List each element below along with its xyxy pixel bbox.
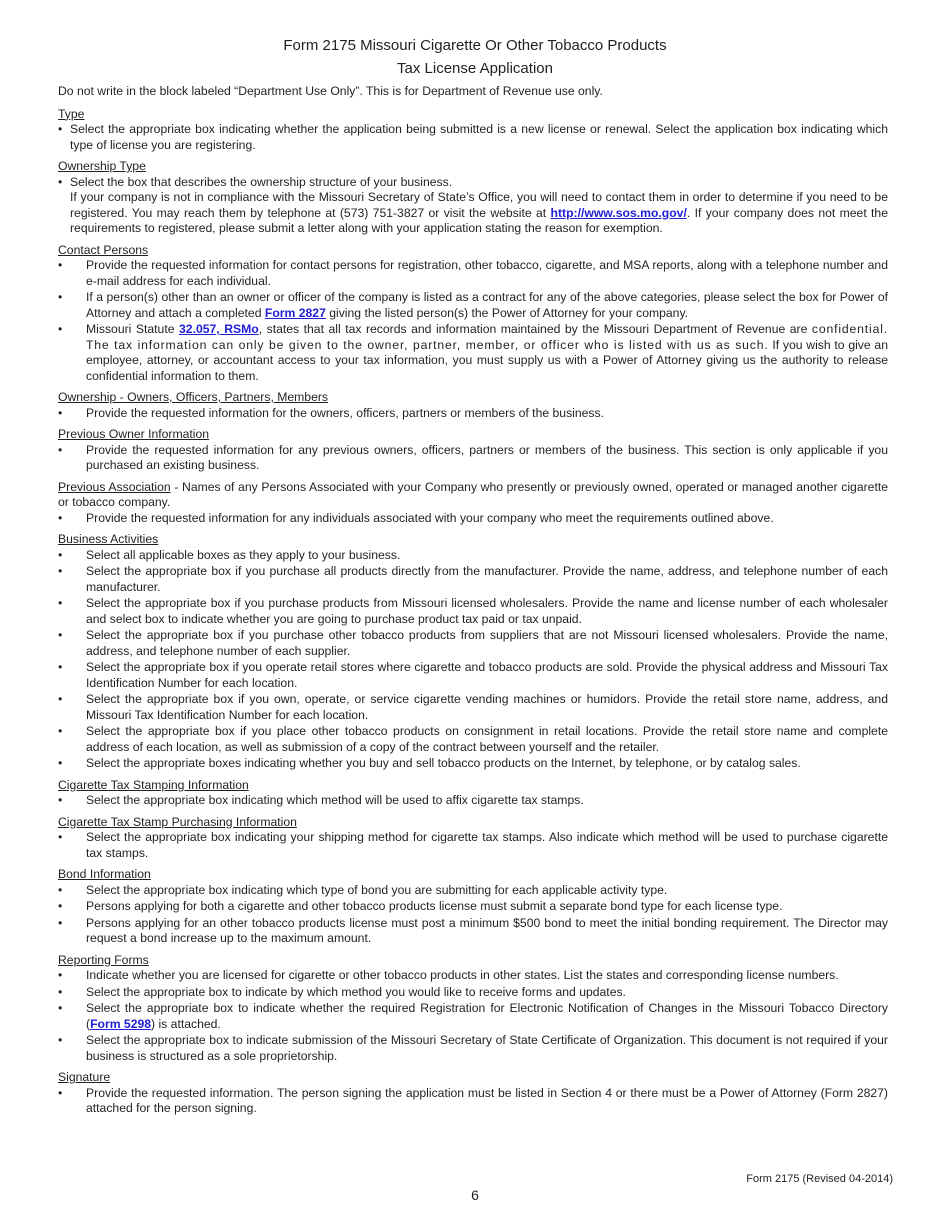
section-contact-persons: [58, 243, 888, 385]
list-item: • Select the appropriate box if you purchase all products directly from the manufacturer. Provide the name, address, and telephone number of each manufacturer.: [58, 564, 888, 595]
document-title: [0, 35, 950, 80]
section-stamp-purchasing: [58, 815, 888, 862]
section-heading: Cigarette Tax Stamping Information: [58, 777, 249, 792]
section-heading: Contact Persons: [58, 242, 149, 257]
list-item: • Select the appropriate boxes indicating whether you buy and sell tobacco products on the Internet, by telephone, or by catalog sales.: [58, 756, 888, 772]
note-text: . If your company does not meet the requirements to registered, please submit a letter along with your application stating the reason for exemption.: [70, 205, 888, 235]
note-text: If your company is not in compliance with the Missouri Secretary of State’s Office, you will need to contact them in order to determine if you need to be registered. You may reach them by telephone at (573) 751-3827 or visit the website at: [70, 190, 888, 220]
ownership-type-note: [58, 190, 888, 237]
section-business-activities: [58, 532, 888, 772]
list-item: • Select the box that describes the ownership structure of your business.: [58, 175, 888, 191]
section-previous-owner: [58, 427, 888, 474]
heading-label: Previous Association: [58, 479, 171, 494]
list-item: • Persons applying for both a cigarette and other tobacco products license must submit a separate bond type for each license type.: [58, 899, 888, 915]
list-item: • Select the appropriate box to indicate by which method you would like to receive forms and updates.: [58, 985, 888, 1001]
list-item: • Provide the requested information for any individuals associated with your company who meet the requirements outlined above.: [58, 511, 888, 527]
title-line-1: Form 2175 Missouri Cigarette Or Other Tobacco Products: [283, 37, 667, 54]
section-signature: [58, 1070, 888, 1117]
section-heading: Previous Owner Information: [58, 427, 210, 441]
list-item: [58, 290, 888, 321]
item-text: giving the listed person(s) the Power of Attorney for your company.: [325, 305, 689, 320]
item-text: If you wish to give an employee, attorney, or accountant access to your tax information, you must supply us with a Power of Attorney giving us the authority to release confidential information to them.: [86, 337, 888, 383]
item-text: ) is attached.: [151, 1016, 221, 1031]
item-text: If a person(s) other than an owner or officer of the company is listed as a contract for any of the above categories, please select the box for Power of Attorney and attach a completed: [86, 290, 888, 320]
section-previous-association: [58, 480, 888, 527]
list-item: • Select the appropriate box indicating your shipping method for cigarette tax stamps. Also indicate which method will be used to purchase cigarette tax stamps.: [58, 830, 888, 861]
list-item: • Indicate whether you are licensed for cigarette or other tobacco products in other states. List the states and corresponding license numbers.: [58, 968, 888, 984]
list-item: • Select the appropriate box indicating whether the application being submitted is a new license or renewal. Select the application box indicating which type of license you are registering.: [58, 122, 888, 153]
section-heading: Cigarette Tax Stamp Purchasing Information: [58, 814, 297, 829]
section-bond: [58, 867, 888, 947]
item-text: confidential. The tax information can only be given to the owner, partner, member, or officer who is listed with us as such.: [86, 322, 888, 352]
form-5298-link[interactable]: Form 5298: [90, 1016, 152, 1031]
section-ownership: [58, 390, 888, 421]
list-item: • Provide the requested information for contact persons for registration, other tobacco, cigarette, and MSA reports, along with a telephone number and e-mail address for each individual.: [58, 258, 888, 289]
section-stamping: [58, 778, 888, 809]
section-heading: Business Activities: [58, 532, 159, 546]
section-heading: Ownership - Owners, Officers, Partners, Members: [58, 390, 329, 404]
item-text: Select the appropriate box to indicate whether the required Registration for Electronic Notification of Changes in the Missouri Tobacco Directory (: [86, 1001, 888, 1031]
section-heading: Signature: [58, 1070, 111, 1084]
list-item: • Select the appropriate box if you place other tobacco products on consignment in retail locations. Provide the retail store name and complete address of each location, as well as submission of a copy of the contract between yourself and the retailer.: [58, 724, 888, 755]
page-number: 6: [471, 1187, 479, 1203]
list-item: • Provide the requested information. The person signing the application must be listed in Section 4 or there must be a Power of Attorney (Form 2827) attached for the person signing.: [58, 1086, 888, 1117]
section-heading: [58, 480, 888, 511]
list-item: • Persons applying for an other tobacco products license must post a minimum $500 bond to meet the initial bonding requirement. The Director may request a bond increase up to the maximum amount.: [58, 916, 888, 947]
list-item: • Select the appropriate box to indicate submission of the Missouri Secretary of State Certificate of Organization. This document is not required if your business is structured as a sole proprietorship.: [58, 1033, 888, 1064]
list-item: • Provide the requested information for the owners, officers, partners or members of the business.: [58, 406, 888, 422]
list-item: [58, 322, 888, 384]
form-2827-link[interactable]: Form 2827: [264, 305, 326, 320]
section-reporting-forms: [58, 953, 888, 1065]
heading-text: - Names of any Persons Associated with your Company who presently or previously owned, operated or managed another cigarette or tobacco company.: [58, 479, 888, 509]
list-item: • Select the appropriate box indicating which method will be used to affix cigarette tax stamps.: [58, 793, 888, 809]
list-item: • Select the appropriate box if you purchase other tobacco products from suppliers that are not Missouri licensed wholesalers. Provide the name, address, and telephone number of each supplier.: [58, 628, 888, 659]
section-heading: Ownership Type: [58, 159, 146, 173]
list-item: • Select the appropriate box if you own, operate, or service cigarette vending machines or humidors. Provide the retail store name, address, and Missouri Tax Identification Number for each location.: [58, 692, 888, 723]
section-heading: Bond Information: [58, 867, 151, 881]
list-item: • Select the appropriate box if you operate retail stores where cigarette and tobacco products are sold. Provide the physical address and Missouri Tax Identification Number for each location.: [58, 660, 888, 691]
item-text: Missouri Statute: [86, 322, 180, 336]
section-heading: Reporting Forms: [58, 952, 149, 967]
sos-website-link[interactable]: http://www.sos.mo.gov/: [550, 205, 687, 220]
list-item: • Select the appropriate box indicating which type of bond you are submitting for each applicable activity type.: [58, 883, 888, 899]
section-ownership-type: [58, 159, 888, 237]
list-item: • Select the appropriate box if you purchase products from Missouri licensed wholesalers. Provide the name and license number of each wholesaler and select box to indicate whether you are going to purchase product tax paid or tax unpaid.: [58, 596, 888, 627]
statute-link[interactable]: 32.057, RSMo: [179, 322, 259, 336]
item-text: , states that all tax records and information maintained by the Missouri Department of Revenue are: [258, 322, 812, 336]
form-revision-label: Form 2175 (Revised 04-2014): [746, 1173, 893, 1185]
list-item: • Provide the requested information for any previous owners, officers, partners or members of the business. This section is only applicable if you purchased an existing business.: [58, 443, 888, 474]
intro-text: Do not write in the block labeled “Department Use Only”. This is for Department of Revenue use only.: [58, 84, 603, 98]
list-item: • Select all applicable boxes as they apply to your business.: [58, 548, 888, 564]
list-item: [58, 1001, 888, 1032]
title-line-2: Tax License Application: [397, 59, 553, 77]
section-heading: Type: [58, 106, 85, 121]
instructions-body: [58, 84, 888, 1123]
section-type: [58, 107, 888, 154]
